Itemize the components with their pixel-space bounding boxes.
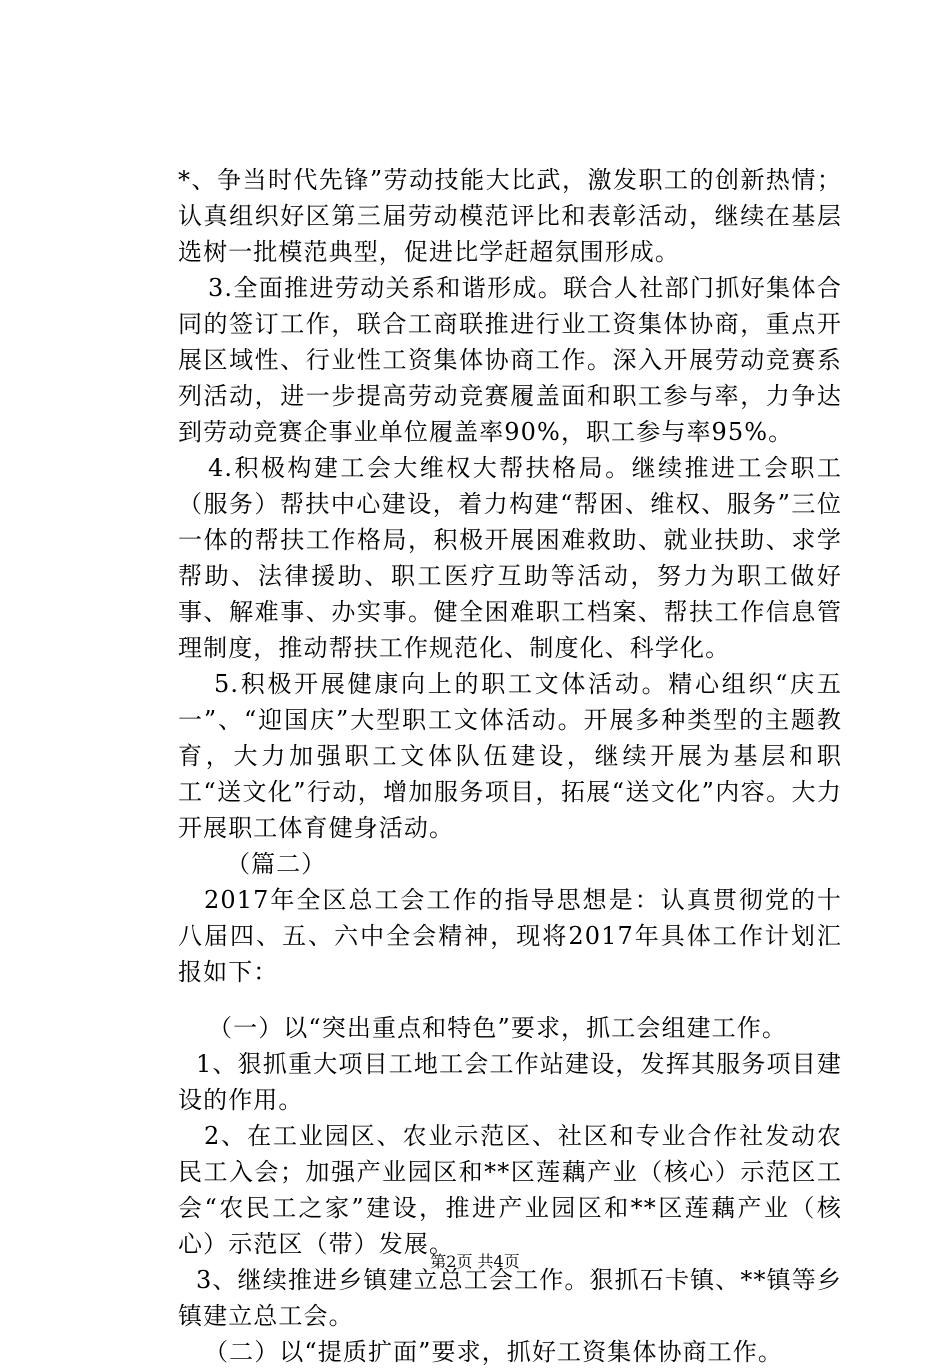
subheading-1: （一）以“突出重点和特色”要求，抓工会组建工作。 [208, 1014, 787, 1042]
paragraph-7: 2、在工业园区、农业示范区、社区和专业合作社发动农民工入会；加强产业园区和**区莲藕产业（核心）示范区工会“农民工之家”建设，推进产业园区和**区莲藕产业（核心）示范区（带）发展。 [178, 1122, 842, 1258]
subheading-2: （二）以“提质扩面”要求，抓好工资集体协商工作。 [204, 1338, 783, 1366]
paragraph-5: 2017年全区总工会工作的指导思想是：认真贯彻党的十八届四、五、六中全会精神，现将2017年具体工作计划汇报如下： [178, 886, 842, 986]
paragraph-8: 3、继续推进乡镇建立总工会工作。狠抓石卡镇、**镇等乡镇建立总工会。 [178, 1266, 842, 1330]
paragraph-6: 1、狠抓重大项目工地工会工作站建设，发挥其服务项目建设的作用。 [178, 1050, 842, 1114]
document-body [178, 162, 842, 1370]
paragraph-3: 4.积极构建工会大维权大帮扶格局。继续推进工会职工（服务）帮扶中心建设，着力构建“帮困、维权、服务”三位一体的帮扶工作格局，积极开展困难救助、就业扶助、求学帮助、法律援助、职工医疗互助等活动，努力为职工做好事、解难事、办实事。健全困难职工档案、帮扶工作信息管理制度，推动帮扶工作规范化、制度化、科学化。 [178, 454, 842, 662]
paragraph-4: 5.积极开展健康向上的职工文体活动。精心组织“庆五一”、“迎国庆”大型职工文体活动。开展多种类型的主题教育，大力加强职工文体队伍建设，继续开展为基层和职工“送文化”行动，增加服务项目，拓展“送文化”内容。大力开展职工体育健身活动。 [178, 670, 842, 842]
page-number-footer: 第2页 共4页 [430, 1252, 520, 1271]
paragraph-1: *、争当时代先锋”劳动技能大比武，激发职工的创新热情；认真组织好区第三届劳动模范评比和表彰活动，继续在基层选树一批模范典型，促进比学赶超氛围形成。 [178, 166, 842, 266]
paragraph-2: 3.全面推进劳动关系和谐形成。联合人社部门抓好集体合同的签订工作，联合工商联推进行业工资集体协商，重点开展区域性、行业性工资集体协商工作。深入开展劳动竞赛系列活动，进一步提高劳动竞赛履盖面和职工参与率，力争达到劳动竞赛企事业单位履盖率90%，职工参与率95%。 [178, 274, 842, 446]
section-heading-pian-er: （篇二） [226, 850, 327, 878]
